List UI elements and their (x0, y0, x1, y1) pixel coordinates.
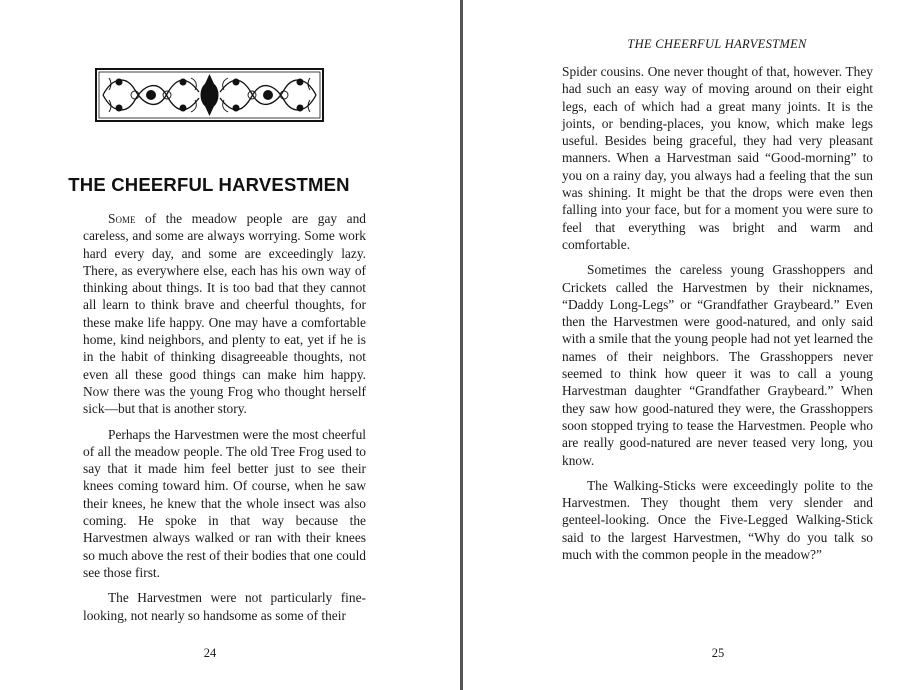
paragraph-text: of the meadow people are gay and careless, and some are always worrying. Some work hard every day, and some are exceedingly lazy. There, as everywhere else, each has his own way of thinking about things. It is too bad that they cannot all learn to think brave and cheerful thoughts, for these make life happy. One may have a comfortable home, kind neighbors, and plenty to eat, yet if he is in the habit of thinking disagreeable thoughts, not even all these good things can make him happy. Now there was the young Frog who thought herself sick—but that is another story. (83, 211, 366, 417)
paragraph: The Harvestmen were not particularly fine-looking, not nearly so handsome as some of their (83, 590, 366, 623)
page-number: 25 (711, 646, 725, 660)
paragraph (83, 210, 366, 418)
page-number: 24 (203, 646, 217, 660)
right-page-body (562, 63, 873, 571)
floral-headpiece-ornament-icon (95, 68, 324, 122)
right-page (463, 0, 922, 690)
chapter-title: THE CHEERFUL HARVESTMEN (68, 174, 350, 195)
paragraph: Spider cousins. One never thought of that, however. They had such an easy way of moving around on their eight legs, each of which had a great many joints. It is the joints, or bending-places, you know, which make legs useful. Besides being graceful, they had very pleasant manners. When a Harvestman said “Good-morning” to you on a rainy day, you always had a feeling that the sun was shining. It might be that the drops were even then falling into your face, but for a moment you were sure to feel that everything was bright and warm and comfortable. (562, 64, 873, 252)
drop-word: Some (108, 211, 136, 226)
paragraph: The Walking-Sticks were exceedingly polite to the Harvestmen. They thought them very slender and genteel-looking. Once the Five-Legged Walking-Stick said to the largest Harvestmen, “Why do you talk so much with the common people in the meadow?” (562, 477, 873, 563)
paragraph: Sometimes the careless young Grasshoppers and Crickets called the Harvestmen by their nicknames, “Daddy Long-Legs” or “Grandfather Graybeard.” Even then the Harvestmen were good-natured, and only said with a smile that the young people had not yet learned the names of their neighbors. The Grasshoppers never seemed to think how queer it was to call a young Harvestman daughter “Grandfather Graybeard.” When they saw how good-natured they were, the Grasshoppers soon stopped trying to tease the Harvestmen. People who are really good-natured are never teased very long, you know. (562, 262, 873, 468)
left-page (0, 0, 460, 690)
running-head: THE CHEERFUL HARVESTMEN (627, 37, 807, 51)
paragraph: Perhaps the Harvestmen were the most cheerful of all the meadow people. The old Tree Frog used to say that it made him feel better just to see their knees coming toward him. Of course, when he saw their knees, he knew that the whole insect was also coming. He spoke in that way because the Harvestmen always walked or ran with their knees so much above the rest of their bodies that one could see those first. (83, 426, 366, 580)
left-page-body (83, 210, 366, 632)
